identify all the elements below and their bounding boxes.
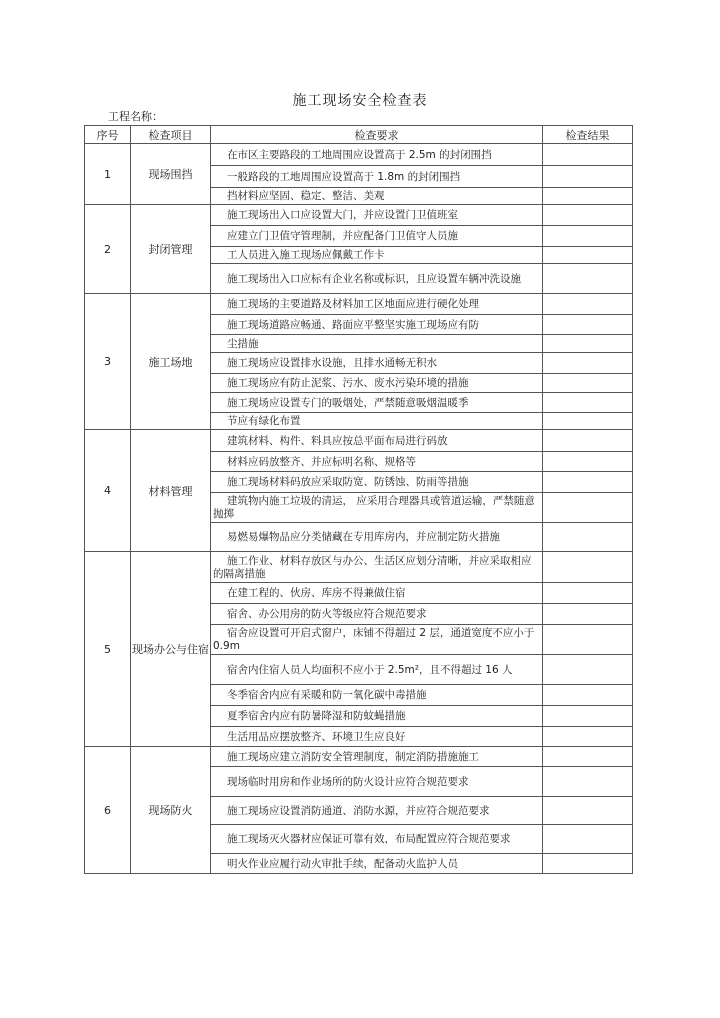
result-cell[interactable] xyxy=(543,393,633,413)
requirement-cell xyxy=(211,552,543,583)
requirement-text: 宿舍、办公用房的防火等级应符合规范要求 xyxy=(227,608,427,620)
requirement-cell xyxy=(211,315,543,335)
table-row xyxy=(85,205,633,226)
requirement-cell xyxy=(211,706,543,727)
requirement-text: 施工现场出入口应标有企业名称或标识，且应设置车辆冲洗设施 xyxy=(227,272,521,285)
result-cell[interactable] xyxy=(543,655,633,685)
requirement-text: 易燃易爆物品应分类储藏在专用库房内，并应制定防火措施 xyxy=(227,531,500,543)
result-cell[interactable] xyxy=(543,625,633,655)
requirement-cell xyxy=(211,472,543,493)
result-cell[interactable] xyxy=(543,583,633,604)
requirement-cell xyxy=(211,374,543,393)
result-cell[interactable] xyxy=(543,205,633,226)
result-cell[interactable] xyxy=(543,374,633,393)
result-cell[interactable] xyxy=(543,685,633,706)
section-category: 封闭管理 xyxy=(131,205,211,294)
header-requirement: 检查要求 xyxy=(211,126,543,144)
requirement-text: 尘措施 xyxy=(227,337,259,350)
requirement-cell xyxy=(211,188,543,205)
requirement-cell xyxy=(211,166,543,188)
requirement-cell xyxy=(211,767,543,797)
result-cell[interactable] xyxy=(543,315,633,335)
table-row xyxy=(85,552,633,583)
requirement-cell xyxy=(211,854,543,874)
requirement-cell xyxy=(211,825,543,854)
requirement-cell xyxy=(211,294,543,315)
section-number: 3 xyxy=(85,294,131,430)
requirement-cell xyxy=(211,452,543,472)
requirement-cell xyxy=(211,625,543,655)
section-category: 现场防火 xyxy=(131,747,211,874)
section-category: 现场办公与住宿 xyxy=(131,552,211,747)
table-row xyxy=(85,747,633,767)
requirement-cell xyxy=(211,247,543,264)
requirement-text: 明火作业应履行动火审批手续，配备动火监护人员 xyxy=(227,857,458,870)
requirement-text: 在建工程的、伙房、库房不得兼做住宿 xyxy=(227,587,406,599)
requirement-cell xyxy=(211,205,543,226)
result-cell[interactable] xyxy=(543,747,633,767)
table-row xyxy=(85,294,633,315)
section-number: 6 xyxy=(85,747,131,874)
requirement-cell xyxy=(211,797,543,825)
requirement-cell xyxy=(211,727,543,747)
requirement-cell xyxy=(211,493,543,523)
requirement-text: 施工现场灭火器材应保证可靠有效，布局配置应符合规范要求 xyxy=(227,833,511,845)
result-cell[interactable] xyxy=(543,144,633,166)
table-row xyxy=(85,144,633,166)
result-cell[interactable] xyxy=(543,797,633,825)
result-cell[interactable] xyxy=(543,706,633,727)
section-category: 施工场地 xyxy=(131,294,211,430)
result-cell[interactable] xyxy=(543,226,633,247)
safety-checklist-table xyxy=(84,125,633,874)
requirement-text: 施工现场应设置专门的吸烟处，严禁随意吸烟温暖季 xyxy=(227,396,469,409)
result-cell[interactable] xyxy=(543,452,633,472)
header-item: 检查项目 xyxy=(131,126,211,144)
requirement-text: 冬季宿舍内应有采暖和防一氧化碳中毒措施 xyxy=(227,689,427,701)
requirement-cell xyxy=(211,430,543,452)
document-title: 施工现场安全检查表 xyxy=(292,93,428,109)
result-cell[interactable] xyxy=(543,825,633,854)
requirement-text: 施工现场应有防止泥浆、污水、废水污染环境的措施 xyxy=(227,377,469,389)
requirement-text: 宿舍应设置可开启式窗户，床铺不得超过 2 层，通道宽度不应小于 0.9m xyxy=(213,627,535,652)
requirement-cell xyxy=(211,335,543,353)
result-cell[interactable] xyxy=(543,430,633,452)
requirement-text: 施工现场应设置消防通道、消防水源，并应符合规范要求 xyxy=(227,804,490,817)
result-cell[interactable] xyxy=(543,247,633,264)
requirement-text: 施工现场应建立消防安全管理制度，制定消防措施施工 xyxy=(227,750,479,763)
result-cell[interactable] xyxy=(543,767,633,797)
result-cell[interactable] xyxy=(543,552,633,583)
requirement-text: 建筑物内施工垃圾的清运， 应采用合理器具或管道运输，严禁随意抛掷 xyxy=(213,495,535,520)
result-cell[interactable] xyxy=(543,854,633,874)
result-cell[interactable] xyxy=(543,166,633,188)
project-name-label: 工程名称： xyxy=(108,110,163,123)
requirement-cell xyxy=(211,226,543,247)
requirement-cell xyxy=(211,264,543,294)
requirement-cell xyxy=(211,655,543,685)
result-cell[interactable] xyxy=(543,604,633,625)
requirement-text: 施工作业、材料存放区与办公、生活区应划分清晰，并应采取相应的隔离措施 xyxy=(213,554,532,580)
result-cell[interactable] xyxy=(543,727,633,747)
requirement-text: 应建立门卫值守管理制，并应配备门卫值守人员施 xyxy=(227,230,458,242)
requirement-text: 建筑材料、构件、料具应按总平面布局进行码放 xyxy=(227,434,448,447)
requirement-text: 挡材料应坚固、稳定、整洁、美观 xyxy=(227,190,385,202)
result-cell[interactable] xyxy=(543,493,633,523)
requirement-text: 工人员进入施工现场应佩戴工作卡 xyxy=(227,249,385,261)
table-header-row xyxy=(85,126,633,144)
section-number: 4 xyxy=(85,430,131,552)
result-cell[interactable] xyxy=(543,264,633,294)
table-row xyxy=(85,430,633,452)
section-number: 5 xyxy=(85,552,131,747)
requirement-cell xyxy=(211,353,543,374)
requirement-cell xyxy=(211,523,543,552)
result-cell[interactable] xyxy=(543,294,633,315)
requirement-text: 施工现场应设置排水设施，且排水通畅无积水 xyxy=(227,357,437,369)
requirement-text: 节应有绿化布置 xyxy=(227,415,301,427)
table-body xyxy=(85,144,633,874)
requirement-cell xyxy=(211,144,543,166)
requirement-text: 生活用品应摆放整齐、环境卫生应良好 xyxy=(227,730,406,743)
requirement-cell xyxy=(211,685,543,706)
requirement-cell xyxy=(211,747,543,767)
requirement-cell xyxy=(211,583,543,604)
requirement-text: 施工现场的主要道路及材料加工区地面应进行硬化处理 xyxy=(227,298,479,310)
section-number: 1 xyxy=(85,144,131,205)
section-number: 2 xyxy=(85,205,131,294)
requirement-cell xyxy=(211,393,543,413)
requirement-text: 现场临时用房和作业场所的防火设计应符合规范要求 xyxy=(227,775,469,788)
header-number: 序号 xyxy=(85,126,131,144)
result-cell[interactable] xyxy=(543,335,633,353)
requirement-text: 施工现场材料码放应采取防宽、防锈蚀、防雨等措施 xyxy=(227,476,469,488)
requirement-cell xyxy=(211,413,543,430)
result-cell[interactable] xyxy=(543,413,633,430)
result-cell[interactable] xyxy=(543,188,633,205)
requirement-text: 宿舍内住宿人员人均面积不应小于 2.5m²，且不得超过 16 人 xyxy=(227,663,513,676)
section-category: 材料管理 xyxy=(131,430,211,552)
requirement-cell xyxy=(211,604,543,625)
requirement-text: 材料应码放整齐、并应标明名称、规格等 xyxy=(227,455,416,468)
result-cell[interactable] xyxy=(543,353,633,374)
requirement-text: 施工现场道路应畅通、路面应平整坚实施工现场应有防 xyxy=(227,318,479,331)
requirement-text: 在市区主要路段的工地周围应设置高于 2.5m 的封闭围挡 xyxy=(227,148,492,161)
header-result: 检查结果 xyxy=(543,126,633,144)
section-category: 现场围挡 xyxy=(131,144,211,205)
requirement-text: 施工现场出入口应设置大门，并应设置门卫值班室 xyxy=(227,209,458,221)
result-cell[interactable] xyxy=(543,472,633,493)
requirement-text: 一般路段的工地周围应设置高于 1.8m 的封闭围挡 xyxy=(227,170,461,183)
requirement-text: 夏季宿舍内应有防暑降湿和防蚊蝇措施 xyxy=(227,710,406,722)
result-cell[interactable] xyxy=(543,523,633,552)
